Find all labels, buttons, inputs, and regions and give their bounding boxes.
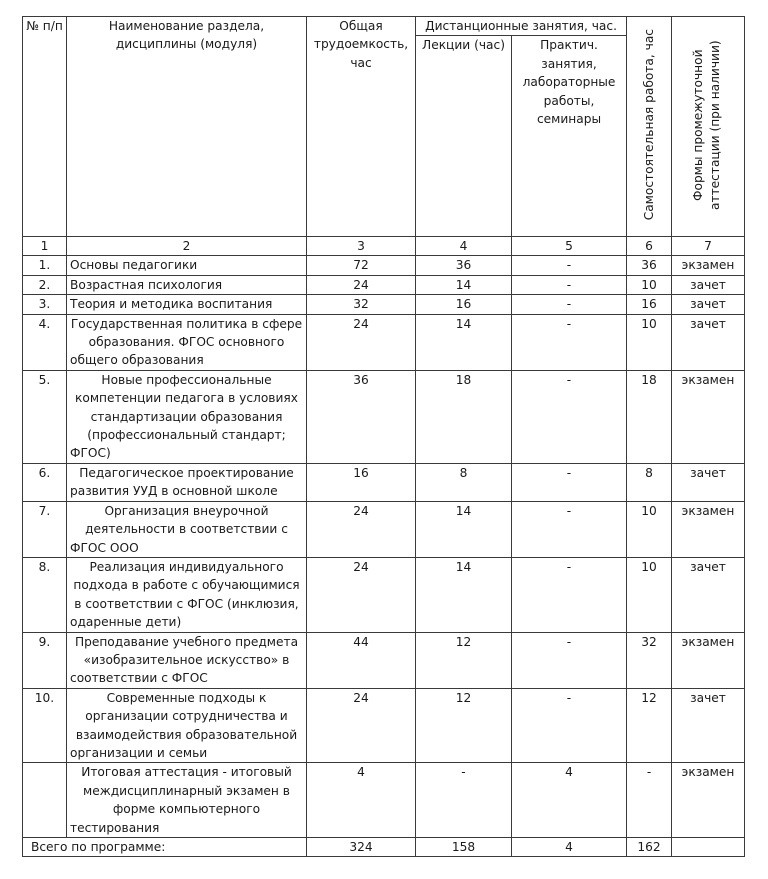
row-form: зачет bbox=[672, 295, 745, 314]
row-practice: - bbox=[512, 314, 627, 370]
col-index: 2 bbox=[67, 237, 307, 256]
row-name: Возрастная психология bbox=[67, 275, 307, 294]
row-practice: - bbox=[512, 256, 627, 275]
col-index: 6 bbox=[627, 237, 672, 256]
col-index: 1 bbox=[23, 237, 67, 256]
table-row bbox=[23, 295, 745, 314]
row-lectures: 12 bbox=[416, 688, 512, 763]
column-index-row bbox=[23, 237, 745, 256]
row-name: Современные подходы к организации сотрудничества и взаимодействия образовательной организации и семьи bbox=[67, 688, 307, 763]
totals-row bbox=[23, 838, 745, 857]
row-form: зачет bbox=[672, 557, 745, 632]
header-total: Общая трудоемкость, час bbox=[307, 17, 416, 237]
table-row bbox=[23, 463, 745, 501]
table-row bbox=[23, 632, 745, 688]
header-practice: Практич. занятия, лабораторные работы, семинары bbox=[512, 36, 627, 237]
row-num: 10. bbox=[23, 688, 67, 763]
row-total: 24 bbox=[307, 275, 416, 294]
header-lectures: Лекции (час) bbox=[416, 36, 512, 237]
totals-practice: 4 bbox=[512, 838, 627, 857]
col-index: 7 bbox=[672, 237, 745, 256]
row-num: 8. bbox=[23, 557, 67, 632]
table-row bbox=[23, 370, 745, 463]
row-practice: - bbox=[512, 632, 627, 688]
row-num: 7. bbox=[23, 501, 67, 557]
row-self: 10 bbox=[627, 275, 672, 294]
row-lectures: 14 bbox=[416, 275, 512, 294]
table-row bbox=[23, 688, 745, 763]
row-practice: - bbox=[512, 370, 627, 463]
curriculum-table bbox=[22, 16, 745, 857]
row-total: 4 bbox=[307, 763, 416, 838]
row-total: 24 bbox=[307, 314, 416, 370]
header-distance: Дистанционные занятия, час. bbox=[416, 17, 627, 36]
row-form: зачет bbox=[672, 688, 745, 763]
row-num: 4. bbox=[23, 314, 67, 370]
row-num: 5. bbox=[23, 370, 67, 463]
row-total: 32 bbox=[307, 295, 416, 314]
row-form: зачет bbox=[672, 314, 745, 370]
row-num: 1. bbox=[23, 256, 67, 275]
totals-form bbox=[672, 838, 745, 857]
header-self-study bbox=[627, 17, 672, 237]
row-lectures: 36 bbox=[416, 256, 512, 275]
table-row bbox=[23, 314, 745, 370]
row-name: Педагогическое проектирование развития УУД в основной школе bbox=[67, 463, 307, 501]
row-self: 10 bbox=[627, 501, 672, 557]
header-forms bbox=[672, 17, 745, 237]
row-lectures: 16 bbox=[416, 295, 512, 314]
row-practice: - bbox=[512, 501, 627, 557]
row-form: экзамен bbox=[672, 370, 745, 463]
row-self: 18 bbox=[627, 370, 672, 463]
totals-label: Всего по программе: bbox=[23, 838, 307, 857]
row-name: Организация внеурочной деятельности в соответствии с ФГОС ООО bbox=[67, 501, 307, 557]
row-name: Государственная политика в сфере образования. ФГОС основного общего образования bbox=[67, 314, 307, 370]
row-num: 2. bbox=[23, 275, 67, 294]
row-lectures: 14 bbox=[416, 557, 512, 632]
totals-total: 324 bbox=[307, 838, 416, 857]
row-total: 24 bbox=[307, 688, 416, 763]
row-lectures: 8 bbox=[416, 463, 512, 501]
row-self: 8 bbox=[627, 463, 672, 501]
row-name: Основы педагогики bbox=[67, 256, 307, 275]
row-practice: - bbox=[512, 275, 627, 294]
row-lectures: 14 bbox=[416, 314, 512, 370]
row-total: 36 bbox=[307, 370, 416, 463]
table-row bbox=[23, 763, 745, 838]
row-form: экзамен bbox=[672, 501, 745, 557]
row-num bbox=[23, 763, 67, 838]
row-practice: - bbox=[512, 688, 627, 763]
col-index: 5 bbox=[512, 237, 627, 256]
header-name: Наименование раздела, дисциплины (модуля) bbox=[67, 17, 307, 237]
row-name: Преподавание учебного предмета «изобразительное искусство» в соответствии с ФГОС bbox=[67, 632, 307, 688]
row-name: Теория и методика воспитания bbox=[67, 295, 307, 314]
row-lectures: 14 bbox=[416, 501, 512, 557]
row-total: 16 bbox=[307, 463, 416, 501]
row-name: Итоговая аттестация - итоговый междисциплинарный экзамен в форме компьютерного тестирования bbox=[67, 763, 307, 838]
row-lectures: 12 bbox=[416, 632, 512, 688]
row-form: зачет bbox=[672, 275, 745, 294]
row-num: 9. bbox=[23, 632, 67, 688]
table-row bbox=[23, 275, 745, 294]
totals-self: 162 bbox=[627, 838, 672, 857]
row-lectures: 18 bbox=[416, 370, 512, 463]
header-num: № п/п bbox=[23, 17, 67, 237]
row-name: Новые профессиональные компетенции педагога в условиях стандартизации образования (профессиональный стандарт; ФГОС) bbox=[67, 370, 307, 463]
row-practice: - bbox=[512, 463, 627, 501]
header-forms-label: Формы промежуточной аттестации (при наличии) bbox=[691, 40, 723, 210]
col-index: 4 bbox=[416, 237, 512, 256]
row-self: 10 bbox=[627, 314, 672, 370]
table-row bbox=[23, 557, 745, 632]
row-practice: - bbox=[512, 557, 627, 632]
totals-lectures: 158 bbox=[416, 838, 512, 857]
row-total: 72 bbox=[307, 256, 416, 275]
header-self-study-label: Самостоятельная работа, час bbox=[641, 29, 656, 221]
row-lectures: - bbox=[416, 763, 512, 838]
row-name: Реализация индивидуального подхода в работе с обучающимися в соответствии с ФГОС (инклюзия, одаренные дети) bbox=[67, 557, 307, 632]
col-index: 3 bbox=[307, 237, 416, 256]
row-total: 24 bbox=[307, 557, 416, 632]
row-self: 10 bbox=[627, 557, 672, 632]
row-num: 6. bbox=[23, 463, 67, 501]
row-form: экзамен bbox=[672, 256, 745, 275]
row-practice: 4 bbox=[512, 763, 627, 838]
row-self: 16 bbox=[627, 295, 672, 314]
row-form: зачет bbox=[672, 463, 745, 501]
row-total: 24 bbox=[307, 501, 416, 557]
row-total: 44 bbox=[307, 632, 416, 688]
row-self: 32 bbox=[627, 632, 672, 688]
row-practice: - bbox=[512, 295, 627, 314]
table-row bbox=[23, 501, 745, 557]
row-form: экзамен bbox=[672, 763, 745, 838]
row-num: 3. bbox=[23, 295, 67, 314]
row-self: - bbox=[627, 763, 672, 838]
row-self: 12 bbox=[627, 688, 672, 763]
row-form: экзамен bbox=[672, 632, 745, 688]
table-row bbox=[23, 256, 745, 275]
row-self: 36 bbox=[627, 256, 672, 275]
